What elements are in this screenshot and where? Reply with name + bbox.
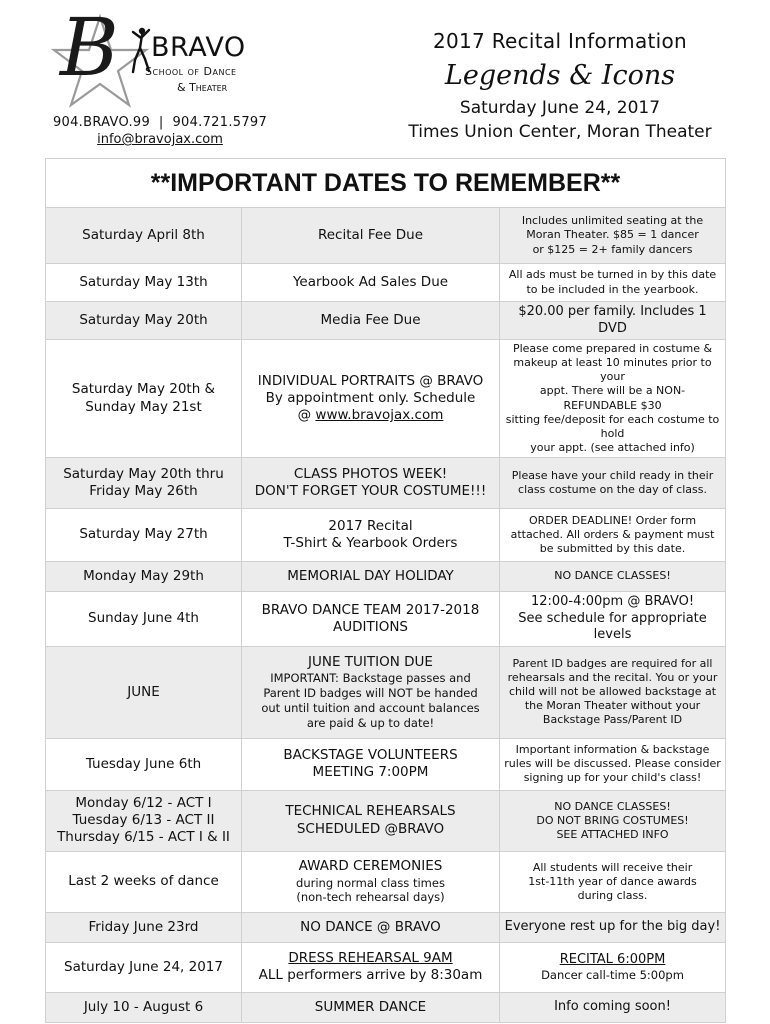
detail-text: attached. All orders & payment must: [510, 527, 715, 541]
detail-text: See schedule for appropriate levels: [518, 610, 707, 643]
detail-text: NO DANCE CLASSES!: [554, 569, 671, 583]
table-row: [46, 942, 726, 992]
event-text: Parent ID badges will NOT be handed: [263, 686, 478, 701]
detail-cell: [500, 790, 726, 851]
table-banner-row: [46, 159, 726, 208]
event-heading: JUNE TUITION DUE: [308, 654, 433, 671]
event-text: AUDITIONS: [332, 618, 408, 635]
date-cell: [46, 340, 242, 458]
event-cell: [242, 302, 500, 340]
date-text: Tuesday June 6th: [85, 755, 202, 772]
event-cell: [242, 340, 500, 458]
detail-cell: [500, 208, 726, 264]
detail-text: Includes unlimited seating at the: [521, 214, 704, 228]
table-row: [46, 912, 726, 942]
table-row: [46, 302, 726, 340]
event-text: TECHNICAL REHEARSALS: [285, 803, 456, 820]
important-dates-table: [45, 158, 726, 1023]
date-text: Saturday May 20th &: [71, 381, 216, 398]
recital-theme: Legends & Icons: [444, 60, 676, 91]
detail-text: Important information & backstage: [515, 743, 710, 757]
event-cell: [242, 912, 500, 942]
event-text: By appointment only. Schedule: [265, 389, 476, 406]
event-cell: [242, 790, 500, 851]
event-text: SUMMER DANCE: [314, 998, 427, 1015]
detail-text: child will not be allowed backstage at: [508, 685, 717, 699]
date-cell: [46, 851, 242, 912]
detail-text: your appt. (see attached info): [530, 440, 695, 454]
table-row: [46, 851, 726, 912]
event-text: MEETING 7:00PM: [312, 764, 429, 781]
table-row: [46, 264, 726, 302]
date-text: Sunday May 21st: [85, 398, 202, 415]
date-cell: [46, 790, 242, 851]
event-heading: AWARD CEREMONIES: [298, 858, 443, 875]
event-link-prefix: @: [297, 407, 316, 424]
event-text: BRAVO DANCE TEAM 2017-2018: [261, 601, 480, 618]
event-text: CLASS PHOTOS WEEK!: [293, 465, 448, 482]
date-cell: [46, 457, 242, 508]
event-cell: [242, 208, 500, 264]
table-row: [46, 591, 726, 646]
detail-text: or $125 = 2+ family dancers: [532, 242, 693, 256]
table-row: [46, 508, 726, 561]
date-cell: [46, 264, 242, 302]
event-text: BACKSTAGE VOLUNTEERS: [283, 746, 458, 763]
date-cell: [46, 561, 242, 591]
detail-cell: [500, 591, 726, 646]
table-row: [46, 738, 726, 790]
detail-cell: [500, 302, 726, 340]
recital-date: Saturday June 24, 2017: [459, 98, 661, 118]
event-cell: [242, 457, 500, 508]
date-text: Monday 6/12 - ACT I: [75, 794, 212, 811]
date-cell: [46, 508, 242, 561]
detail-text: the Moran Theater without your: [524, 699, 701, 713]
event-text: 2017 Recital: [328, 517, 413, 534]
table-row: [46, 992, 726, 1022]
logo-initial: B: [60, 1, 119, 94]
date-text: Friday May 26th: [89, 482, 198, 499]
table-row: [46, 208, 726, 264]
event-text: T-Shirt & Yearbook Orders: [283, 534, 458, 551]
email-link[interactable]: info@bravojax.com: [97, 132, 223, 147]
detail-text: be submitted by this date.: [539, 541, 686, 555]
logo-name: BRAVO: [151, 32, 246, 63]
date-text: Saturday May 27th: [79, 526, 208, 543]
event-text: Recital Fee Due: [317, 226, 424, 243]
date-cell: [46, 646, 242, 738]
date-text: Saturday May 20th thru: [63, 465, 224, 482]
detail-text: makeup at least 10 minutes prior to your: [513, 356, 712, 384]
detail-text: Moran Theater. $85 = 1 dancer: [526, 228, 699, 242]
detail-text: Info coming soon!: [554, 998, 671, 1014]
detail-text: class costume on the day of class.: [518, 482, 707, 496]
table-row: [46, 457, 726, 508]
date-text: JUNE: [127, 683, 160, 700]
date-text: Sunday June 4th: [88, 610, 199, 627]
table-row: [46, 646, 726, 738]
event-cell: [242, 992, 500, 1022]
event-cell: [242, 646, 500, 738]
date-text: Saturday June 24, 2017: [64, 958, 223, 975]
event-text: SCHEDULED @BRAVO: [296, 820, 445, 837]
detail-text: All students will receive their: [532, 860, 693, 874]
event-link-line: [246, 407, 495, 424]
detail-text: sitting fee/deposit for each costume to hold: [505, 412, 720, 440]
detail-text: Please come prepared in costume &: [512, 342, 713, 356]
date-text: Tuesday 6/13 - ACT II: [72, 812, 215, 829]
page-header: [0, 0, 770, 158]
logo-subtitle-school: School of Dance: [145, 65, 237, 78]
date-text: Last 2 weeks of dance: [68, 873, 219, 890]
detail-text: 12:00-4:00pm @ BRAVO!: [530, 593, 695, 609]
detail-cell: [500, 340, 726, 458]
date-text: July 10 - August 6: [83, 998, 204, 1015]
event-cell: [242, 264, 500, 302]
detail-cell: [500, 561, 726, 591]
date-cell: [46, 912, 242, 942]
event-text: INDIVIDUAL PORTRAITS @ BRAVO: [257, 372, 484, 389]
detail-text: SEE ATTACHED INFO: [556, 827, 669, 841]
detail-text: to be included in the yearbook.: [526, 282, 699, 296]
event-text: DON'T FORGET YOUR COSTUME!!!: [254, 482, 487, 499]
recital-venue: Times Union Center, Moran Theater: [408, 122, 712, 142]
detail-text: DO NOT BRING COSTUMES!: [536, 813, 689, 827]
event-text: Yearbook Ad Sales Due: [292, 273, 449, 290]
date-cell: [46, 591, 242, 646]
event-cell: [242, 851, 500, 912]
date-cell: [46, 738, 242, 790]
detail-text: Please have your child ready in their: [511, 468, 714, 482]
event-cell: [242, 508, 500, 561]
detail-cell: [500, 508, 726, 561]
detail-text: All ads must be turned in by this date: [508, 268, 717, 282]
detail-cell: [500, 264, 726, 302]
event-text: are paid & up to date!: [306, 715, 435, 730]
contact-email-line: [30, 132, 290, 147]
detail-text: rules will be discussed. Please consider: [504, 757, 721, 771]
event-text: Media Fee Due: [320, 311, 421, 328]
date-text: Saturday May 20th: [79, 311, 208, 328]
detail-heading: RECITAL 6:00PM: [559, 951, 666, 967]
event-cell: [242, 561, 500, 591]
logo-subtitle-theater: & Theater: [177, 81, 228, 94]
phone-separator: |: [158, 115, 164, 130]
event-text: IMPORTANT: Backstage passes and: [270, 671, 471, 686]
detail-text: Dancer call-time 5:00pm: [541, 968, 684, 983]
detail-text: signing up for your child's class!: [523, 771, 702, 785]
date-cell: [46, 992, 242, 1022]
recital-heading: 2017 Recital Information: [432, 29, 688, 53]
table-row: [46, 561, 726, 591]
event-heading: DRESS REHEARSAL 9AM: [288, 949, 453, 966]
table-row: [46, 790, 726, 851]
recital-info: [360, 26, 760, 144]
bravojax-website-link[interactable]: www.bravojax.com: [315, 407, 444, 424]
date-cell: [46, 302, 242, 340]
detail-cell: [500, 851, 726, 912]
detail-text: rehearsals and the recital. You or your: [507, 671, 718, 685]
detail-text: appt. There will be a NON-REFUNDABLE $30: [539, 384, 686, 412]
detail-cell: [500, 646, 726, 738]
detail-cell: [500, 992, 726, 1022]
detail-text: Parent ID badges are required for all: [512, 657, 713, 671]
event-text: NO DANCE @ BRAVO: [300, 918, 441, 935]
date-text: Saturday April 8th: [82, 226, 205, 243]
event-text: (non-tech rehearsal days): [296, 890, 445, 905]
event-text: ALL performers arrive by 8:30am: [258, 967, 483, 984]
date-text: Thursday 6/15 - ACT I & II: [57, 829, 230, 846]
detail-text: ORDER DEADLINE! Order form: [528, 513, 697, 527]
detail-text: $20.00 per family. Includes 1 DVD: [518, 304, 707, 336]
detail-cell: [500, 912, 726, 942]
event-text: out until tuition and account balances: [261, 700, 480, 715]
date-cell: [46, 942, 242, 992]
event-cell: [242, 942, 500, 992]
detail-cell: [500, 942, 726, 992]
event-text: during normal class times: [296, 875, 445, 890]
bravo-logo: [50, 1, 280, 110]
detail-text: 1st-11th year of dance awards: [528, 874, 697, 888]
contact-phones: [30, 115, 290, 130]
event-cell: [242, 591, 500, 646]
date-text: Monday May 29th: [83, 567, 204, 584]
detail-cell: [500, 738, 726, 790]
date-cell: [46, 208, 242, 264]
detail-text: NO DANCE CLASSES!: [554, 799, 671, 813]
detail-cell: [500, 457, 726, 508]
table-row: [46, 340, 726, 458]
phone-secondary: 904.721.5797: [172, 115, 268, 130]
phone-primary: 904.BRAVO.99: [52, 115, 151, 130]
detail-text: during class.: [577, 888, 648, 902]
table-banner: **IMPORTANT DATES TO REMEMBER**: [46, 159, 726, 208]
detail-text: Backstage Pass/Parent ID: [542, 713, 683, 727]
date-text: Friday June 23rd: [88, 918, 199, 935]
event-cell: [242, 738, 500, 790]
event-text: MEMORIAL DAY HOLIDAY: [287, 567, 454, 584]
date-text: Saturday May 13th: [79, 273, 208, 290]
detail-text: Everyone rest up for the big day!: [504, 918, 721, 934]
